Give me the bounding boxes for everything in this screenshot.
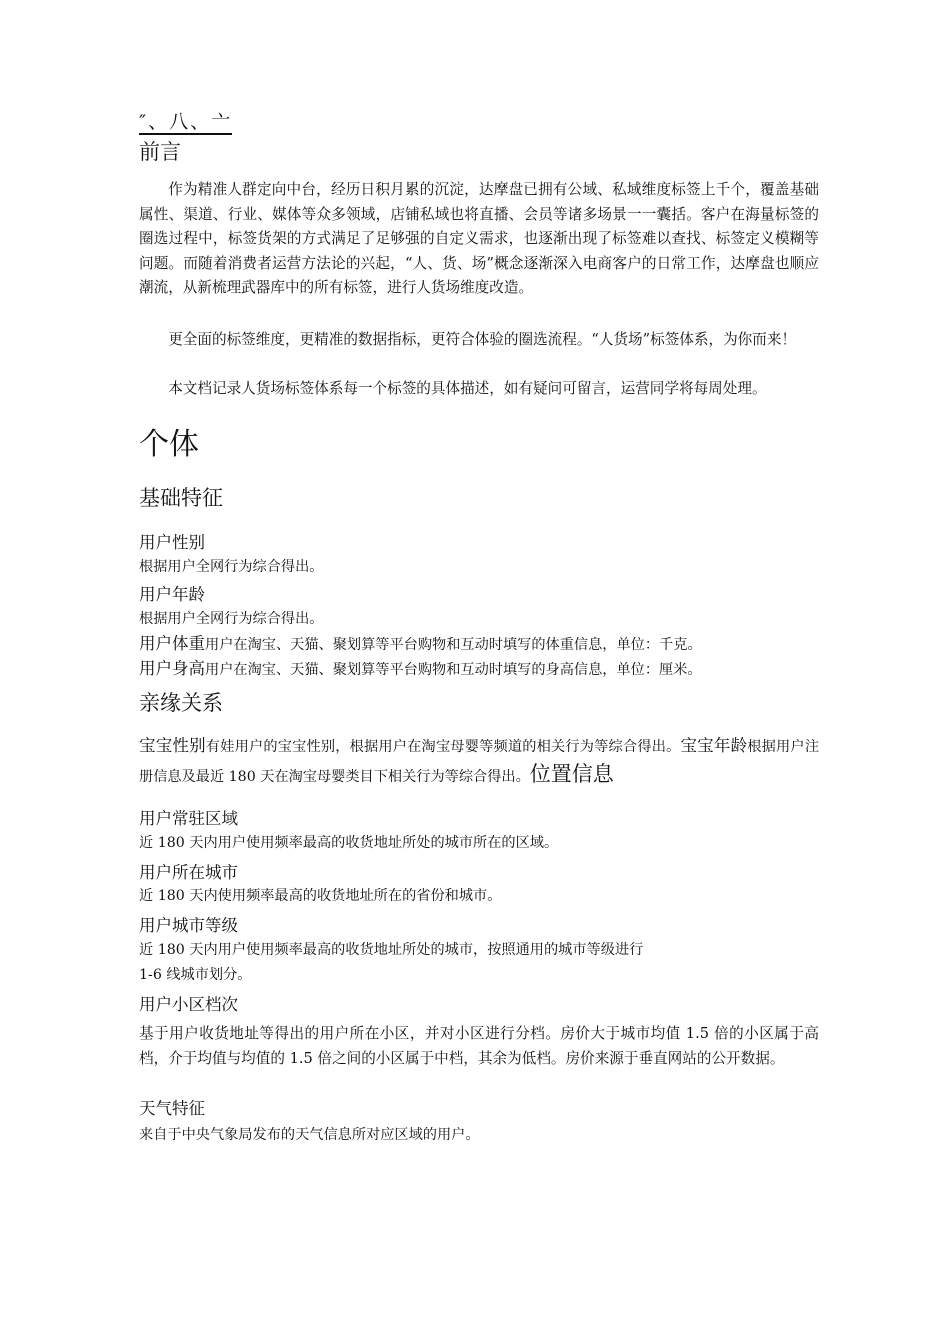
preface-paragraph-3: 本文档记录人货场标签体系每一个标签的具体描述，如有疑问可留言，运营同学将每周处理。 [168,380,767,397]
height-desc: 用户在淘宝、天猫、聚划算等平台购物和互动时填写的身高信息，单位：厘米。 [205,662,702,678]
weight-line [139,632,702,657]
kinship-paragraph [139,732,819,791]
community-desc: 基于用户收货地址等得出的用户所在小区，并对小区进行分档。房价大于城市均值 1.5 倍的小区属于高档，介于均值与均值的 1.5 倍之间的小区属于中档，其余为低档。房价来源于垂直网站的公开数据。 [139,1025,819,1067]
city-level-desc-line-2: 1-6 线城市划分。 [139,967,252,983]
weight-title: 用户体重 [139,634,205,653]
region-desc: 近 180 天内用户使用频率最高的收货地址所处的城市所在的区域。 [139,835,559,851]
baby-gender-desc: 有娃用户的宝宝性别，根据用户在淘宝母婴等频道的相关行为等综合得出。 [205,739,681,755]
preface-paragraph-2: 更全面的标签维度，更精准的数据指标，更符合体验的圈选流程。“人货场”标签体系，为你而来！ [168,331,797,348]
location-heading: 位置信息 [529,762,614,786]
section-marker: ″、八、亠 [139,111,233,133]
basic-features-heading: 基础特征 [139,486,223,510]
weather-desc: 来自于中央气象局发布的天气信息所对应区域的用户。 [139,1127,480,1143]
baby-age-title: 宝宝年龄 [680,736,748,755]
city-title: 用户所在城市 [139,863,238,882]
height-line [139,657,702,682]
age-title: 用户年龄 [139,585,205,604]
preface-paragraph-1: 作为精准人群定向中台，经历日积月累的沉淀，达摩盘已拥有公域、私域维度标签上千个，覆盖基础属性、渠道、行业、媒体等众多领域，店铺私域也将直播、会员等诸多场景一一囊括。客户在海量标签的圈选过程中，标签货架的方式满足了足够强的自定义需求，也逐渐出现了标签难以查找、标签定义模糊等问题。而随着消费者运营方法论的兴起，“人、货、场”概念逐渐深入电商客户的日常工作，达摩盘也顺应潮流，从新梳理武器库中的所有标签，进行人货场维度改造。 [139,181,819,296]
preface-heading: 前言 [139,140,181,164]
city-level-desc-line-1: 近 180 天内用户使用频率最高的收货地址所处的城市，按照通用的城市等级进行 [139,942,644,958]
baby-gender-title: 宝宝性别 [139,736,206,755]
community-title: 用户小区档次 [139,995,238,1014]
kinship-heading: 亲缘关系 [139,691,223,715]
gender-title: 用户性别 [139,533,205,552]
height-title: 用户身高 [139,659,205,678]
weight-desc: 用户在淘宝、天猫、聚划算等平台购物和互动时填写的体重信息，单位：千克。 [205,637,702,653]
city-desc: 近 180 天内使用频率最高的收货地址所在的省份和城市。 [139,888,502,904]
individual-heading: 个体 [139,427,199,462]
age-desc: 根据用户全网行为综合得出。 [139,611,324,627]
weather-title: 天气特征 [139,1099,205,1118]
gender-desc: 根据用户全网行为综合得出。 [139,559,324,575]
region-title: 用户常驻区域 [139,809,238,828]
city-level-title: 用户城市等级 [139,916,238,935]
baby-age-desc: 根据用户注册信息及最近 180 天在淘宝母婴类目下相关行为等综合得出。 [139,739,820,785]
